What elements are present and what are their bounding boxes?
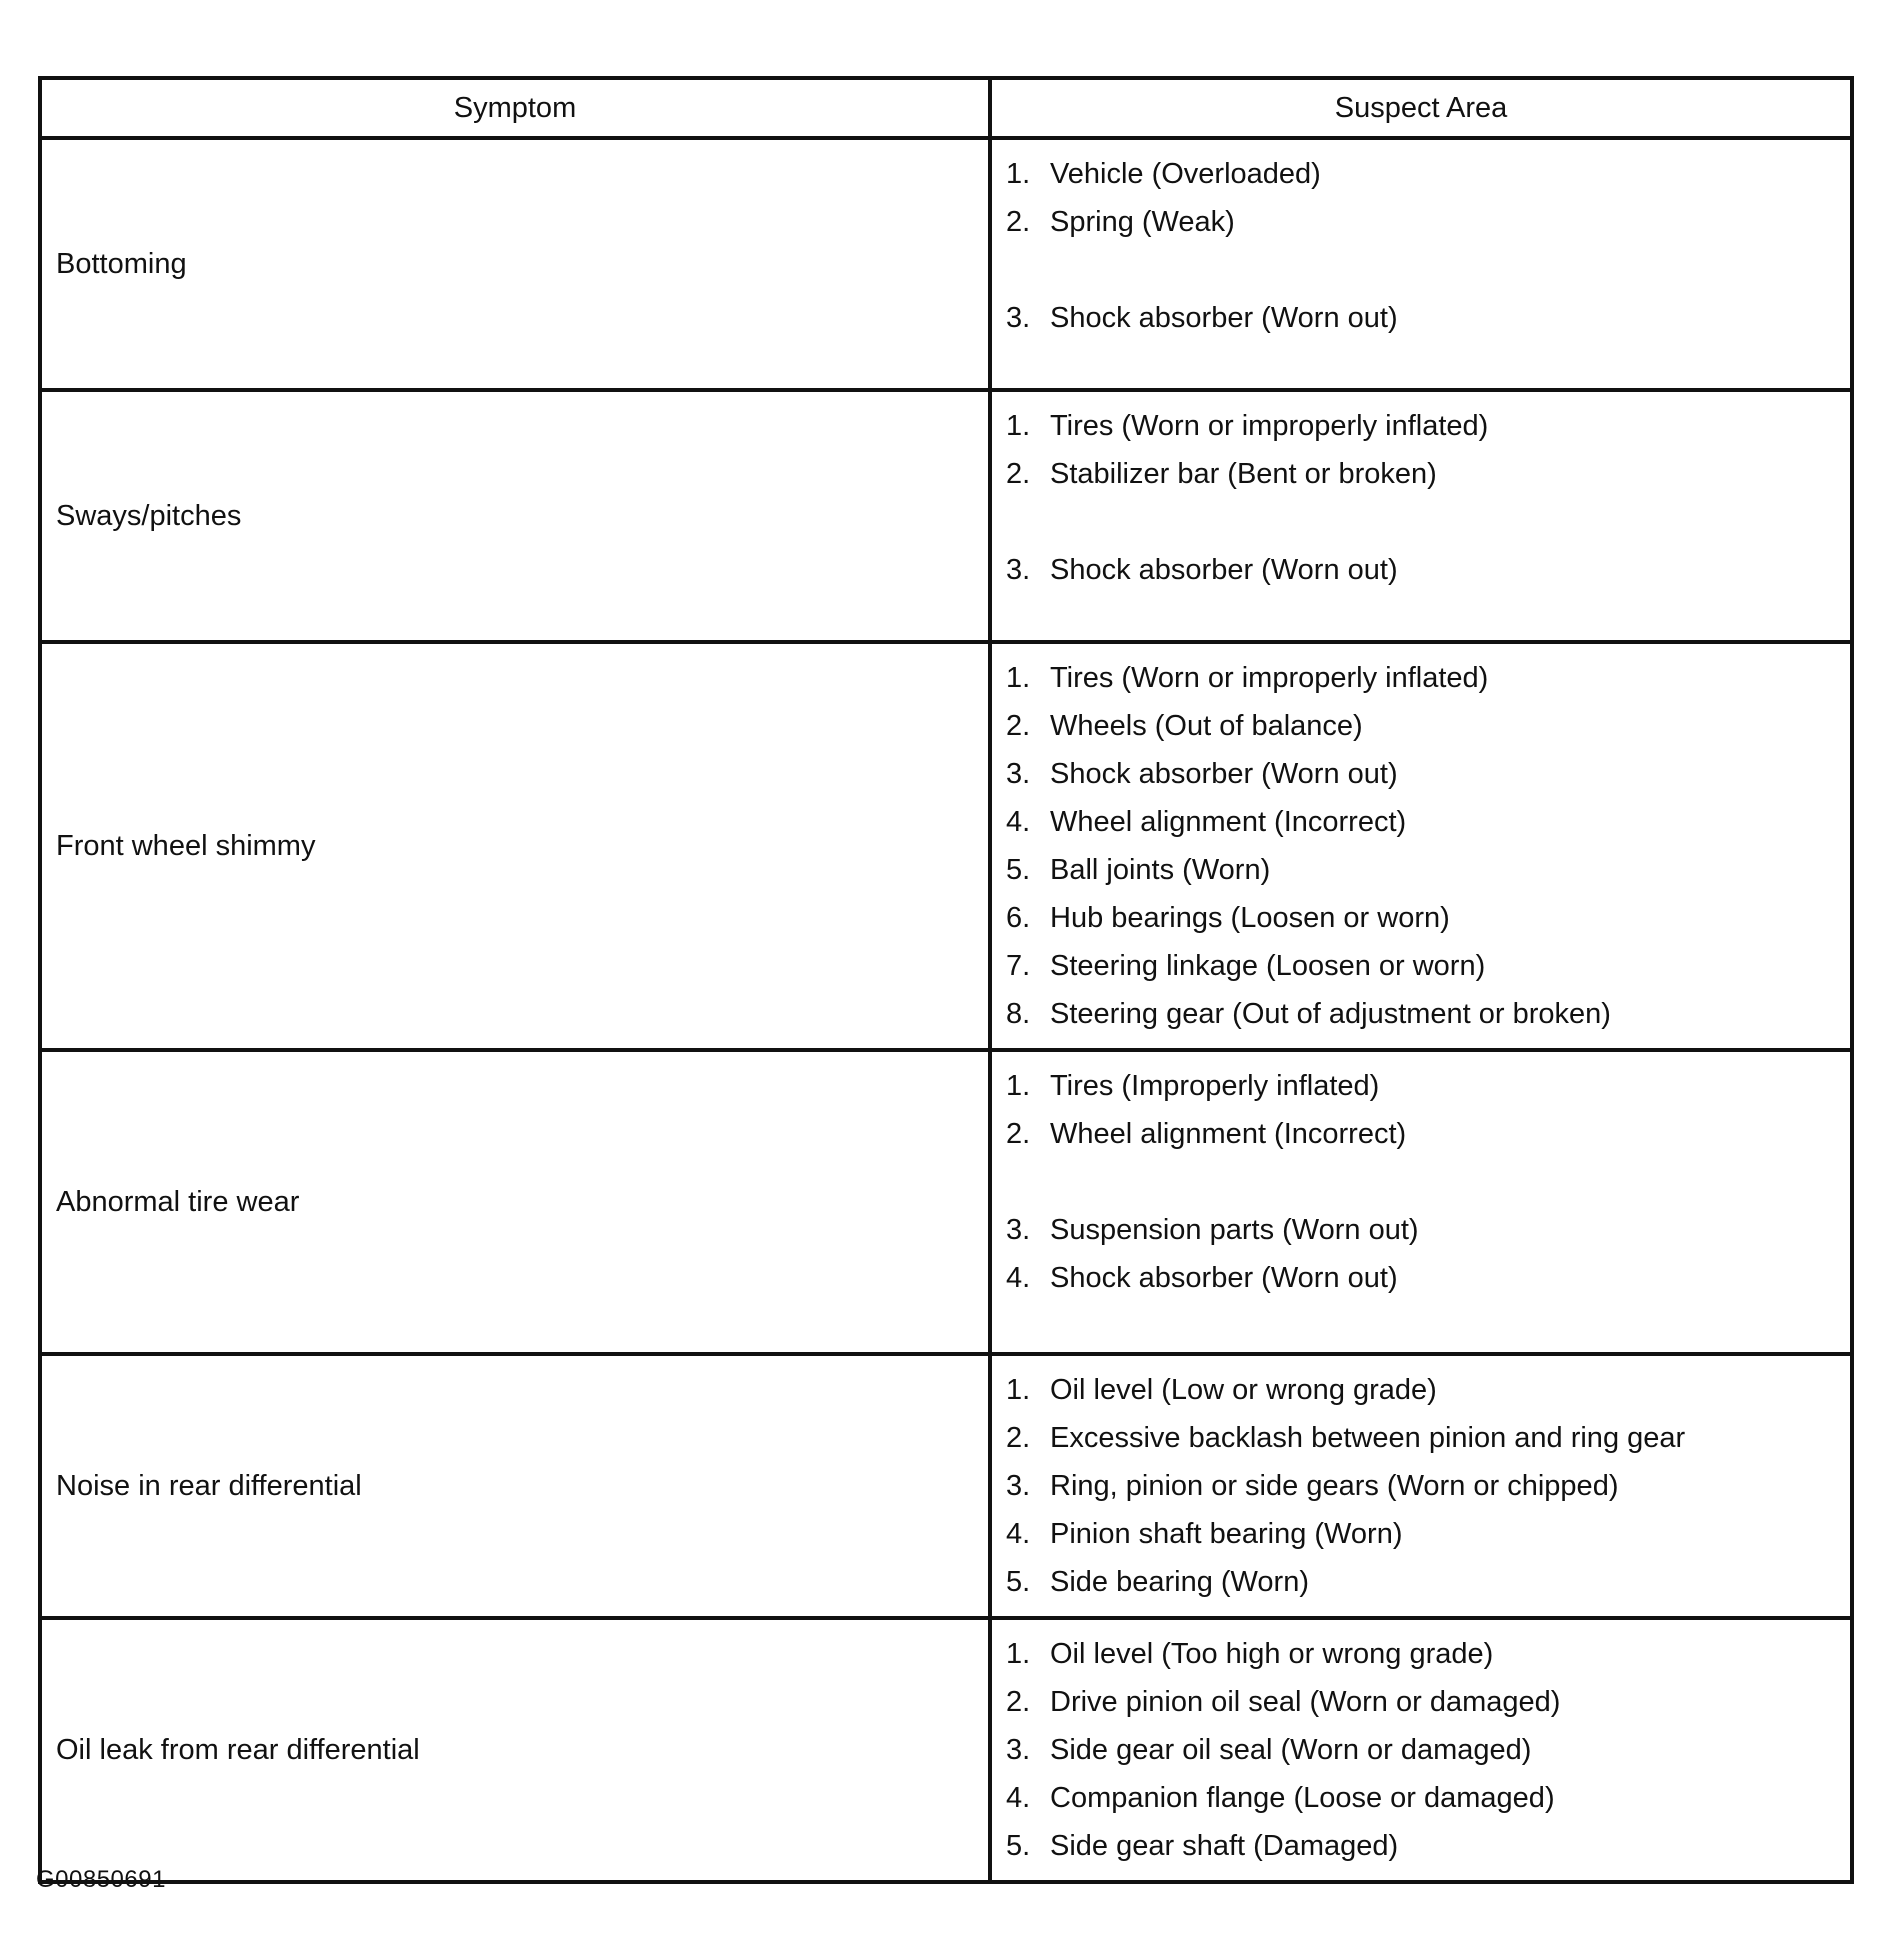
suspect-area-cell <box>990 1618 1852 1882</box>
list-item <box>1006 546 1850 594</box>
header-suspect-area: Suspect Area <box>990 78 1852 138</box>
list-item <box>1006 942 1850 990</box>
suspect-area-list <box>1006 1366 1850 1606</box>
item-number: 3. <box>1006 302 1031 334</box>
header-row <box>40 78 1852 138</box>
list-item <box>1006 1110 1850 1158</box>
item-text: Shock absorber (Worn out) <box>1050 302 1398 334</box>
item-number: 2. <box>1006 206 1031 238</box>
item-number: 2. <box>1006 710 1031 742</box>
item-text: Oil level (Too high or wrong grade) <box>1050 1638 1494 1670</box>
item-number: 4. <box>1006 1262 1031 1294</box>
item-text: Excessive backlash between pinion and ring gear <box>1050 1422 1686 1454</box>
symptom-cell: Bottoming <box>40 138 990 390</box>
item-text: Spring (Weak) <box>1050 206 1235 238</box>
list-item <box>1006 1726 1850 1774</box>
list-item <box>1006 1630 1850 1678</box>
table-row <box>40 1354 1852 1618</box>
item-text: Tires (Improperly inflated) <box>1050 1070 1380 1102</box>
suspect-area-list <box>1006 1630 1850 1870</box>
item-number: 1. <box>1006 1638 1031 1670</box>
item-text: Vehicle (Overloaded) <box>1050 158 1321 190</box>
item-text: Suspension parts (Worn out) <box>1050 1214 1419 1246</box>
item-number: 1. <box>1006 1374 1031 1406</box>
list-item <box>1006 1366 1850 1414</box>
header-symptom: Symptom <box>40 78 990 138</box>
list-item <box>1006 1414 1850 1462</box>
table-row <box>40 138 1852 390</box>
symptom-cell: Oil leak from rear differential <box>40 1618 990 1882</box>
symptom-cell: Sways/pitches <box>40 390 990 642</box>
symptom-cell: Noise in rear differential <box>40 1354 990 1618</box>
item-number: 5. <box>1006 1566 1031 1598</box>
suspect-area-cell <box>990 1050 1852 1354</box>
list-item <box>1006 198 1850 246</box>
item-text: Shock absorber (Worn out) <box>1050 758 1398 790</box>
troubleshooting-table <box>38 76 1854 1884</box>
list-item <box>1006 1558 1850 1606</box>
item-number: 3. <box>1006 1734 1031 1766</box>
item-text: Shock absorber (Worn out) <box>1050 554 1398 586</box>
item-number: 3. <box>1006 758 1031 790</box>
item-number: 2. <box>1006 1118 1031 1150</box>
table-row <box>40 1618 1852 1882</box>
item-text: Tires (Worn or improperly inflated) <box>1050 662 1489 694</box>
list-item <box>1006 1206 1850 1254</box>
table-row <box>40 390 1852 642</box>
item-number: 3. <box>1006 554 1031 586</box>
list-item <box>1006 846 1850 894</box>
list-item <box>1006 1822 1850 1870</box>
list-item <box>1006 1774 1850 1822</box>
item-number: 2. <box>1006 1422 1031 1454</box>
suspect-area-list <box>1006 654 1850 1038</box>
list-item <box>1006 1462 1850 1510</box>
item-number: 1. <box>1006 410 1031 442</box>
list-item <box>1006 654 1850 702</box>
item-text: Pinion shaft bearing (Worn) <box>1050 1518 1403 1550</box>
table-row <box>40 642 1852 1050</box>
item-number: 4. <box>1006 1518 1031 1550</box>
list-item <box>1006 294 1850 342</box>
suspect-area-cell <box>990 1354 1852 1618</box>
list-item <box>1006 798 1850 846</box>
item-text: Steering linkage (Loosen or worn) <box>1050 950 1486 982</box>
item-number: 6. <box>1006 902 1031 934</box>
item-number: 4. <box>1006 806 1031 838</box>
item-number: 8. <box>1006 998 1031 1030</box>
item-text: Shock absorber (Worn out) <box>1050 1262 1398 1294</box>
suspect-area-cell <box>990 138 1852 390</box>
item-number: 4. <box>1006 1782 1031 1814</box>
item-number: 3. <box>1006 1470 1031 1502</box>
list-item <box>1006 1254 1850 1302</box>
item-text: Side gear shaft (Damaged) <box>1050 1830 1399 1862</box>
symptom-cell: Front wheel shimmy <box>40 642 990 1050</box>
suspect-area-cell <box>990 390 1852 642</box>
list-item <box>1006 894 1850 942</box>
item-text: Side bearing (Worn) <box>1050 1566 1309 1598</box>
list-item <box>1006 402 1850 450</box>
item-text: Stabilizer bar (Bent or broken) <box>1050 458 1437 490</box>
item-text: Tires (Worn or improperly inflated) <box>1050 410 1489 442</box>
item-number: 5. <box>1006 1830 1031 1862</box>
item-text: Ring, pinion or side gears (Worn or chipped) <box>1050 1470 1619 1502</box>
suspect-area-cell <box>990 642 1852 1050</box>
item-number: 1. <box>1006 662 1031 694</box>
item-number: 2. <box>1006 1686 1031 1718</box>
list-item <box>1006 990 1850 1038</box>
item-number: 7. <box>1006 950 1031 982</box>
item-text: Companion flange (Loose or damaged) <box>1050 1782 1555 1814</box>
list-item <box>1006 1678 1850 1726</box>
item-text: Side gear oil seal (Worn or damaged) <box>1050 1734 1532 1766</box>
item-number: 2. <box>1006 458 1031 490</box>
symptom-cell: Abnormal tire wear <box>40 1050 990 1354</box>
item-text: Hub bearings (Loosen or worn) <box>1050 902 1450 934</box>
list-item <box>1006 1062 1850 1110</box>
suspect-area-list <box>1006 1062 1850 1302</box>
item-text: Drive pinion oil seal (Worn or damaged) <box>1050 1686 1561 1718</box>
list-item <box>1006 750 1850 798</box>
item-text: Wheel alignment (Incorrect) <box>1050 806 1407 838</box>
suspect-area-list <box>1006 402 1850 594</box>
suspect-area-list <box>1006 150 1850 342</box>
item-text: Wheel alignment (Incorrect) <box>1050 1118 1407 1150</box>
figure-id: G00850691 <box>36 1866 166 1893</box>
item-text: Oil level (Low or wrong grade) <box>1050 1374 1437 1406</box>
list-item <box>1006 150 1850 198</box>
item-number: 1. <box>1006 1070 1031 1102</box>
item-text: Wheels (Out of balance) <box>1050 710 1363 742</box>
list-item <box>1006 1510 1850 1558</box>
item-text: Steering gear (Out of adjustment or broken) <box>1050 998 1611 1030</box>
item-text: Ball joints (Worn) <box>1050 854 1271 886</box>
list-item <box>1006 450 1850 498</box>
item-number: 1. <box>1006 158 1031 190</box>
item-number: 5. <box>1006 854 1031 886</box>
item-number: 3. <box>1006 1214 1031 1246</box>
list-item <box>1006 702 1850 750</box>
table-row <box>40 1050 1852 1354</box>
